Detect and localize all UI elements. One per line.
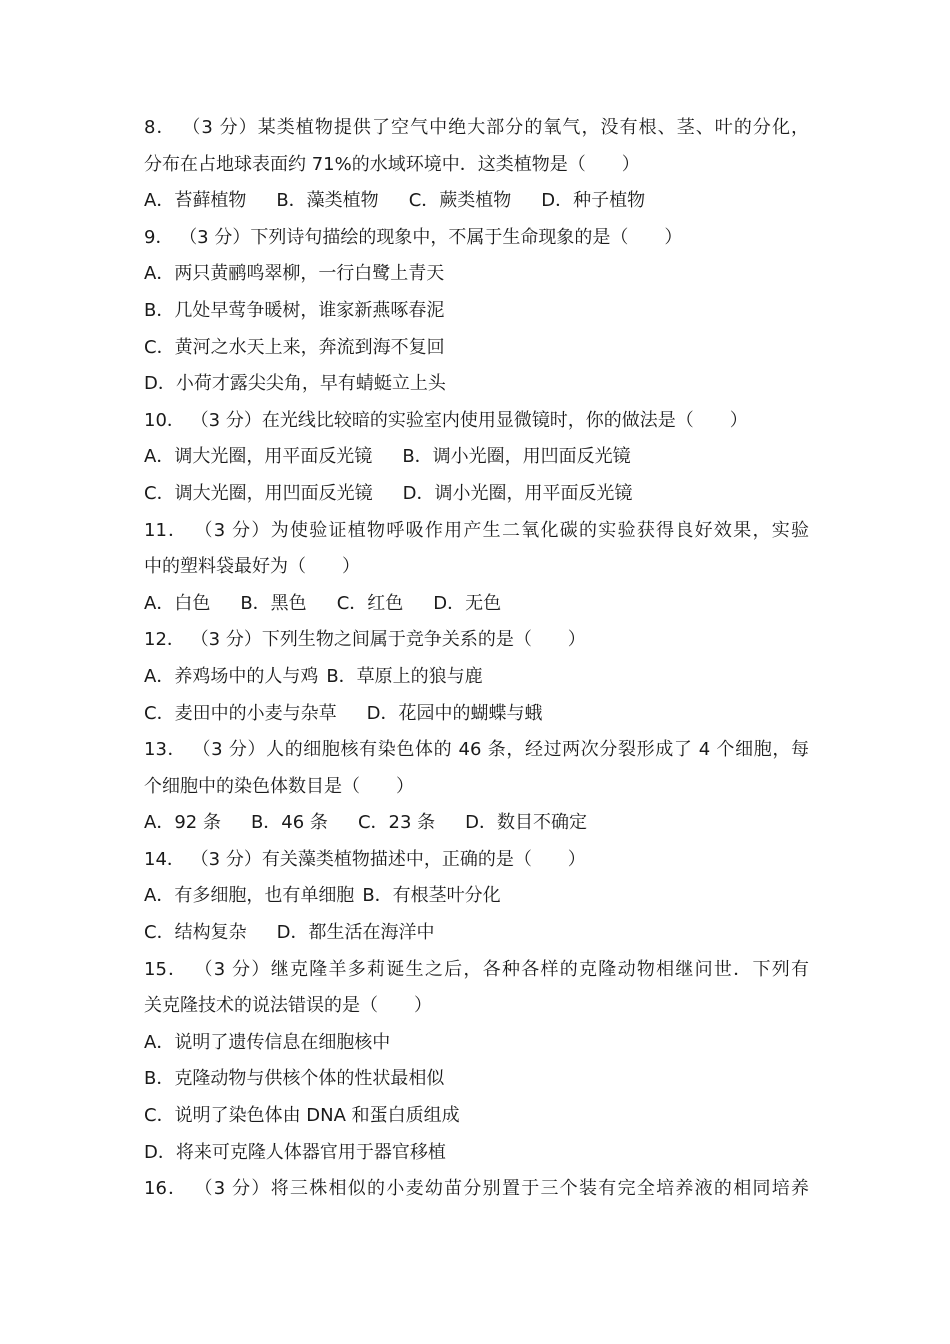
option-d: D．无色 xyxy=(433,592,502,614)
option-b: B．藻类植物 xyxy=(276,190,379,212)
option-b: B．黑色 xyxy=(240,592,307,614)
option-d: D．都生活在海洋中 xyxy=(276,922,435,944)
question-14-options-ab xyxy=(144,878,809,915)
question-10-options-cd xyxy=(144,476,809,513)
option-d: D．小荷才露尖尖角，早有蜻蜓立上头 xyxy=(144,373,446,395)
question-number: 9． xyxy=(144,226,174,248)
question-text: 关克隆技术的说法错误的是（ ） xyxy=(144,995,432,1017)
question-number: 12． xyxy=(144,629,185,651)
option-a: A．92 条 xyxy=(144,812,221,834)
question-15-stem-cont xyxy=(144,988,809,1025)
option-c: C．红色 xyxy=(336,592,404,614)
question-text: （3 分）继克隆羊多莉诞生之后，各种各样的克隆动物相继问世．下列有 xyxy=(194,958,809,980)
option-a: A．调大光圈，用平面反光镜 xyxy=(144,446,373,468)
option-d: D．花园中的蝴蝶与蛾 xyxy=(366,702,543,724)
question-14-options-cd xyxy=(144,915,809,952)
question-14-stem xyxy=(144,842,809,879)
option-a: A．苔藓植物 xyxy=(144,190,247,212)
option-c: C．黄河之水天上来，奔流到海不复回 xyxy=(144,336,445,358)
question-text: （3 分）人的细胞核有染色体的 46 条，经过两次分裂形成了 4 个细胞，每 xyxy=(192,739,809,761)
question-9-option-d xyxy=(144,366,809,403)
question-8-options xyxy=(144,183,809,220)
option-b: B．克隆动物与供核个体的性状最相似 xyxy=(144,1068,445,1090)
option-c: C．调大光圈，用凹面反光镜 xyxy=(144,482,373,504)
question-text: （3 分）将三株相似的小麦幼苗分别置于三个装有完全培养液的相同培养 xyxy=(194,1178,809,1200)
question-10-options-ab xyxy=(144,439,809,476)
question-text: （3 分）为使验证植物呼吸作用产生二氧化碳的实验获得良好效果，实验 xyxy=(194,519,809,541)
question-11-stem xyxy=(144,513,809,550)
option-b: B．有根茎叶分化 xyxy=(362,885,501,907)
question-11-stem-cont xyxy=(144,549,809,586)
question-15-option-a xyxy=(144,1025,809,1062)
option-a: A．两只黄鹂鸣翠柳，一行白鹭上青天 xyxy=(144,263,445,285)
question-number: 13． xyxy=(144,739,187,761)
question-text: （3 分）下列诗句描绘的现象中，不属于生命现象的是（ ） xyxy=(179,226,683,248)
option-a: A．养鸡场中的人与鸡 xyxy=(144,665,319,687)
question-11-options xyxy=(144,586,809,623)
option-b: B．调小光圈，用凹面反光镜 xyxy=(402,446,631,468)
option-d: D．调小光圈，用平面反光镜 xyxy=(402,482,633,504)
question-number: 15． xyxy=(144,958,188,980)
option-b: B．草原上的狼与鹿 xyxy=(326,665,483,687)
question-text: （3 分）有关藻类植物描述中，正确的是（ ） xyxy=(190,848,586,870)
option-c: C．麦田中的小麦与杂草 xyxy=(144,702,337,724)
option-a: A．白色 xyxy=(144,592,211,614)
question-15-option-c xyxy=(144,1098,809,1135)
question-number: 16． xyxy=(144,1178,188,1200)
question-9-option-c xyxy=(144,330,809,367)
question-12-stem xyxy=(144,622,809,659)
question-15-option-b xyxy=(144,1061,809,1098)
question-text: （3 分）下列生物之间属于竞争关系的是（ ） xyxy=(190,629,586,651)
question-9-stem xyxy=(144,220,809,257)
option-a: A．有多细胞，也有单细胞 xyxy=(144,885,355,907)
question-number: 10． xyxy=(144,409,185,431)
option-b: B．几处早莺争暖树，谁家新燕啄春泥 xyxy=(144,299,445,321)
question-13-stem-cont xyxy=(144,769,809,806)
question-16-stem xyxy=(144,1171,809,1208)
option-d: D．种子植物 xyxy=(541,190,646,212)
option-d: D．数目不确定 xyxy=(465,812,588,834)
question-text: （3 分）在光线比较暗的实验室内使用显微镜时，你的做法是（ ） xyxy=(190,409,748,431)
question-list xyxy=(144,110,809,1208)
question-9-option-a xyxy=(144,256,809,293)
question-12-options-cd xyxy=(144,696,809,733)
question-15-stem xyxy=(144,952,809,989)
option-b: B．46 条 xyxy=(250,812,328,834)
question-8-stem-cont xyxy=(144,147,809,184)
option-c: C．结构复杂 xyxy=(144,922,247,944)
option-a: A．说明了遗传信息在细胞核中 xyxy=(144,1031,391,1053)
question-13-stem xyxy=(144,732,809,769)
question-15-option-d xyxy=(144,1135,809,1172)
question-9-option-b xyxy=(144,293,809,330)
question-13-options xyxy=(144,805,809,842)
option-c: C．蕨类植物 xyxy=(408,190,512,212)
option-c: C．23 条 xyxy=(357,812,436,834)
question-text: （3 分）某类植物提供了空气中绝大部分的氧气，没有根、茎、叶的分化， xyxy=(182,117,809,138)
question-number: 8． xyxy=(144,117,176,138)
question-10-stem xyxy=(144,403,809,440)
question-8-stem xyxy=(144,110,809,147)
question-text: 中的塑料袋最好为（ ） xyxy=(144,556,360,578)
option-c: C．说明了染色体由 DNA 和蛋白质组成 xyxy=(144,1105,460,1127)
question-text: 分布在占地球表面约 71%的水域环境中．这类植物是（ ） xyxy=(144,153,640,175)
question-number: 14． xyxy=(144,848,185,870)
question-number: 11． xyxy=(144,519,188,541)
question-12-options-ab xyxy=(144,659,809,696)
option-d: D．将来可克隆人体器官用于器官移植 xyxy=(144,1141,446,1163)
question-text: 个细胞中的染色体数目是（ ） xyxy=(144,775,414,797)
